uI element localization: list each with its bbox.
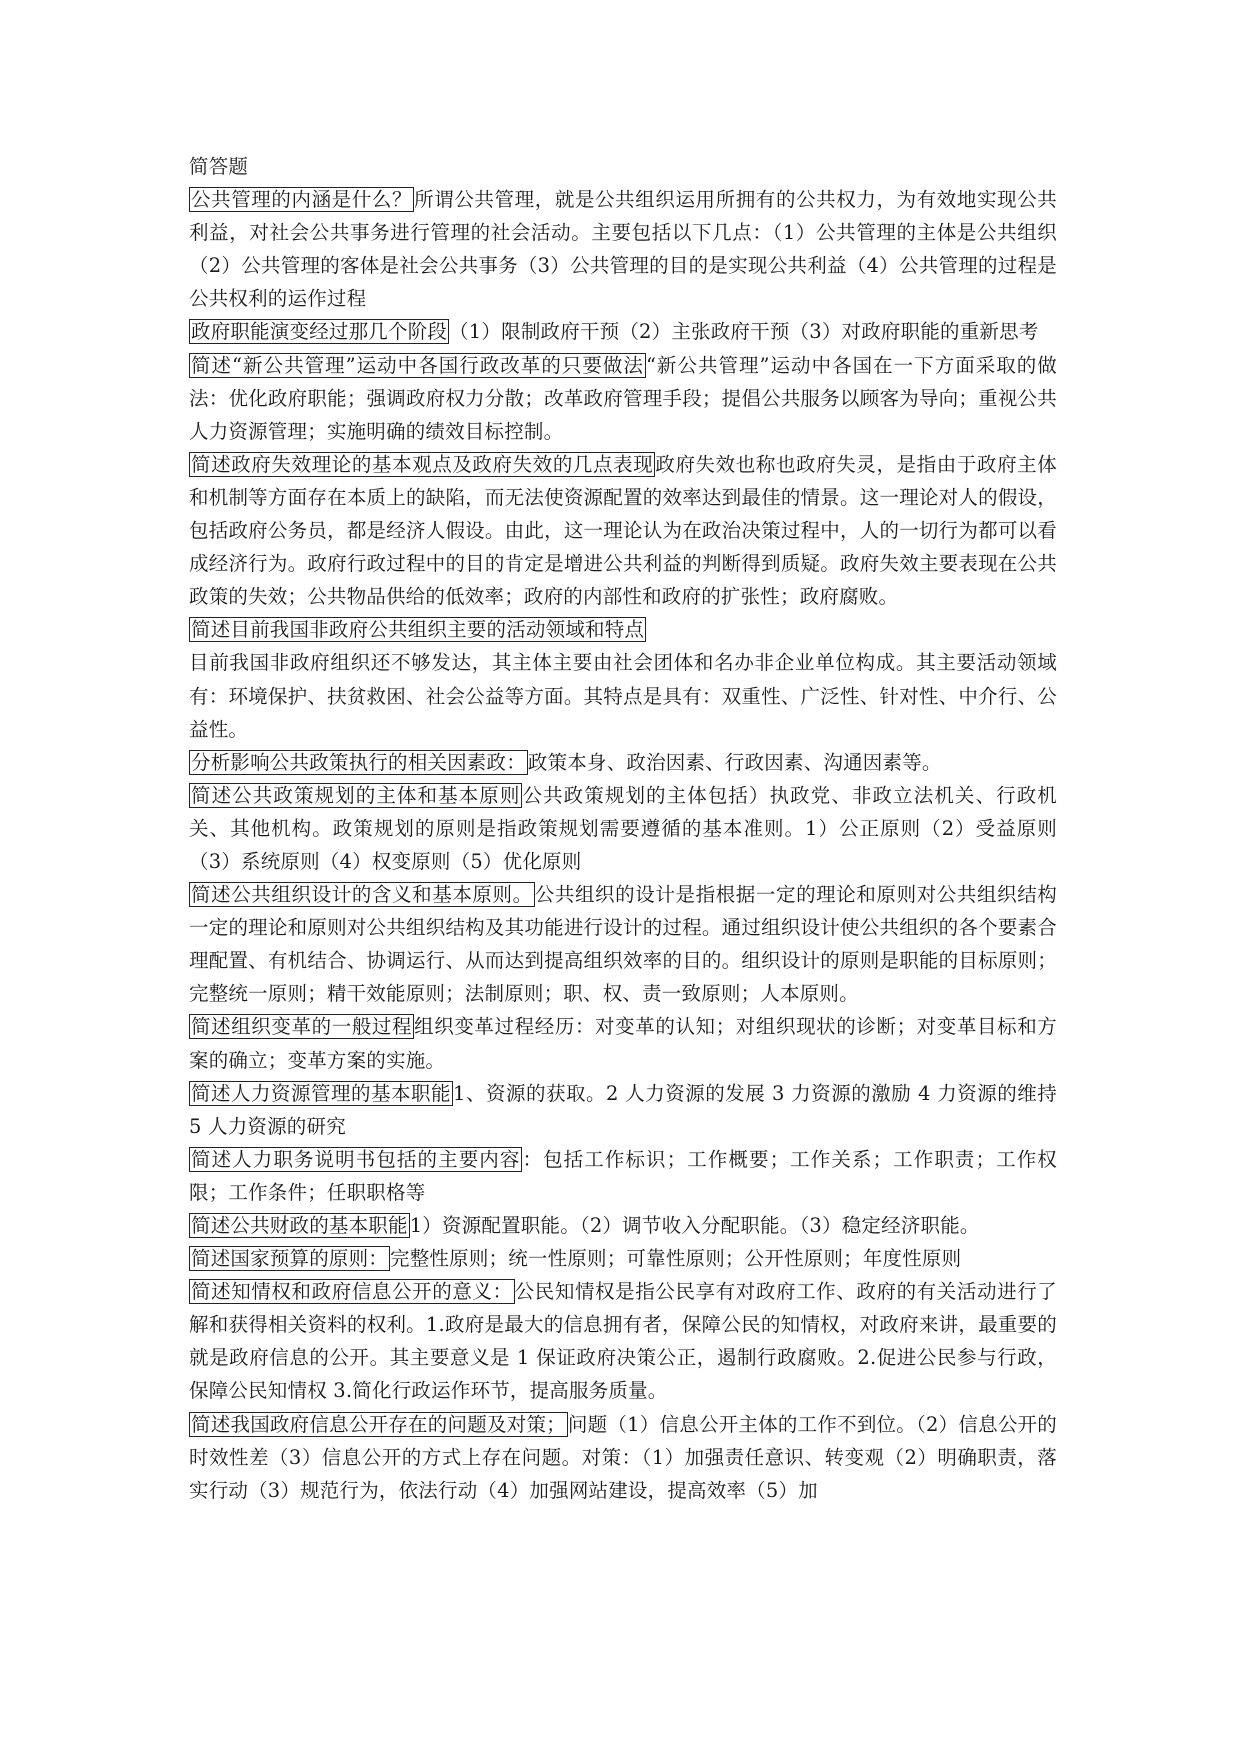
question-box: 公共管理的内涵是什么？: [191, 188, 413, 212]
answer-text: 所谓公共管理，就是公共组织运用所拥有的公共权力，为有效地实现公共利益，对社会公共事务进行管理的社会活动。主要包括以下几点：（1）公共管理的主体是公共组织（2）公共管理的客体是社会公共事务（3）公共管理的目的是实现公共利益（4）公共管理的过程是公共权利的运作过程: [189, 188, 1057, 311]
qa-item: [189, 1010, 1057, 1076]
answer-text: 目前我国非政府组织还不够发达，其主体主要由社会团体和名办非企业单位构成。其主要活动领域有：环境保护、扶贫救困、社会公益等方面。其特点是具有：双重性、广泛性、针对性、中介行、公益性。: [189, 651, 1057, 741]
document-page: [189, 150, 1057, 1507]
answer-text: 公共组织的设计是指根据一定的理论和原则对公共组织结构一定的理论和原则对公共组织结构及其功能进行设计的过程。通过组织设计使公共组织的各个要素合理配置、有机结合、协调运行、从而达到提高组织效率的目的。组织设计的原则是职能的目标原则；完整统一原则；精干效能原则；法制原则；职、权、责一致原则；人本原则。: [189, 883, 1058, 1006]
question-box: 政府职能演变经过那几个阶段: [191, 320, 448, 344]
qa-item: [189, 1242, 1057, 1275]
qa-item: [189, 1408, 1057, 1507]
qa-list: [189, 183, 1057, 1507]
question-box: 简述人力职务说明书包括的主要内容: [191, 1147, 521, 1171]
section-heading: 简答题: [189, 155, 249, 178]
question-box: 简述公共政策规划的主体和基本原则: [191, 783, 521, 807]
qa-item: [189, 448, 1057, 613]
question-box: 简述知情权和政府信息公开的意义：: [191, 1280, 513, 1304]
answer-text: “新公共管理”运动中各国在一下方面采取的做法：优化政府职能；强调政府权力分散；改革政府管理手段；提倡公共服务以顾客为导向；重视公共人力资源管理；实施明确的绩效目标控制。: [189, 353, 1058, 443]
answer-text: ：包括工作标识；工作概要；工作关系；工作职责；工作权限；工作条件；任职职格等: [189, 1147, 1057, 1204]
qa-item: [189, 349, 1057, 448]
qa-item: [189, 1143, 1057, 1209]
qa-item: [189, 746, 1057, 779]
question-box: 分析影响公共政策执行的相关因素政：: [191, 750, 526, 774]
question-box: 简述我国政府信息公开存在的问题及对策；: [191, 1412, 566, 1436]
answer-text: 政策本身、政治因素、行政因素、沟通因素等。: [527, 750, 942, 774]
question-box: 简述国家预算的原则：: [191, 1247, 389, 1271]
qa-item: [189, 315, 1057, 348]
answer-text: 问题（1）信息公开主体的工作不到位。（2）信息公开的时效性差（3）信息公开的方式上存在问题。对策：（1）加强责任意识、转变观（2）明确职责，落实行动（3）规范行为，依法行动（4）加强网站建设，提高效率（5）加: [189, 1412, 1057, 1502]
answer-text: 1）资源配置职能。（2）调节收入分配职能。（3）稳定经济职能。: [409, 1214, 980, 1237]
answer-text: 完整性原则；统一性原则；可靠性原则；公开性原则；年度性原则: [390, 1247, 962, 1271]
question-box: 简述公共组织设计的含义和基本原则。: [191, 883, 533, 907]
qa-item: [189, 1209, 1057, 1242]
qa-item: [189, 779, 1057, 878]
qa-item: [189, 1077, 1057, 1143]
question-box: 简述“新公共管理”运动中各国行政改革的只要做法: [191, 353, 644, 377]
answer-text: 政府失效也称也政府失灵，是指由于政府主体和机制等方面存在本质上的缺陷，而无法使资源配置的效率达到最佳的情景。这一理论对人的假设，包括政府公务员，都是经济人假设。由此，这一理论认为在政治决策过程中，人的一切行为都可以看成经济行为。政府行政过程中的目的肯定是增进公共利益的判断得到质疑。政府失效主要表现在公共政策的失效；公共物品供给的低效率；政府的内部性和政府的扩张性；政府腐败。: [189, 452, 1057, 609]
answer-text: 公民知情权是指公民享有对政府工作、政府的有关活动进行了解和获得相关资料的权利。1.政府是最大的信息拥有者，保障公民的知情权，对政府来讲，最重要的就是政府信息的公开。其主要意义是 1 保证政府决策公正，遏制行政腐败。2.促进公民参与行政，保障公民知情权 3.简化行政运作环节，提高服务质量。: [189, 1280, 1057, 1403]
question-box: 简述人力资源管理的基本职能: [191, 1081, 452, 1105]
answer-text: 公共政策规划的主体包括）执政党、非政立法机关、行政机关、其他机构。政策规划的原则是指政策规划需要遵循的基本准则。1）公正原则（2）受益原则（3）系统原则（4）权变原则（5）优化原则: [189, 783, 1057, 873]
question-box: 简述目前我国非政府公共组织主要的活动领域和特点: [191, 618, 645, 642]
answer-text: 组织变革过程经历：对变革的认知；对组织现状的诊断；对变革目标和方案的确立；变革方案的实施。: [189, 1015, 1057, 1072]
answer-text: （1）限制政府干预（2）主张政府干预（3）对政府职能的重新思考: [449, 320, 1039, 344]
question-box: 简述公共财政的基本职能: [191, 1214, 408, 1237]
qa-item: [189, 1275, 1057, 1407]
answer-text: 1、资源的获取。2 人力资源的发展 3 力资源的激励 4 力资源的维持 5 人力资源的研究: [189, 1081, 1057, 1138]
qa-item: [189, 878, 1057, 1010]
qa-item: [189, 613, 1057, 745]
question-box: 简述组织变革的一般过程: [191, 1015, 413, 1039]
qa-item: [189, 183, 1057, 315]
question-box: 简述政府失效理论的基本观点及政府失效的几点表现: [191, 452, 654, 476]
